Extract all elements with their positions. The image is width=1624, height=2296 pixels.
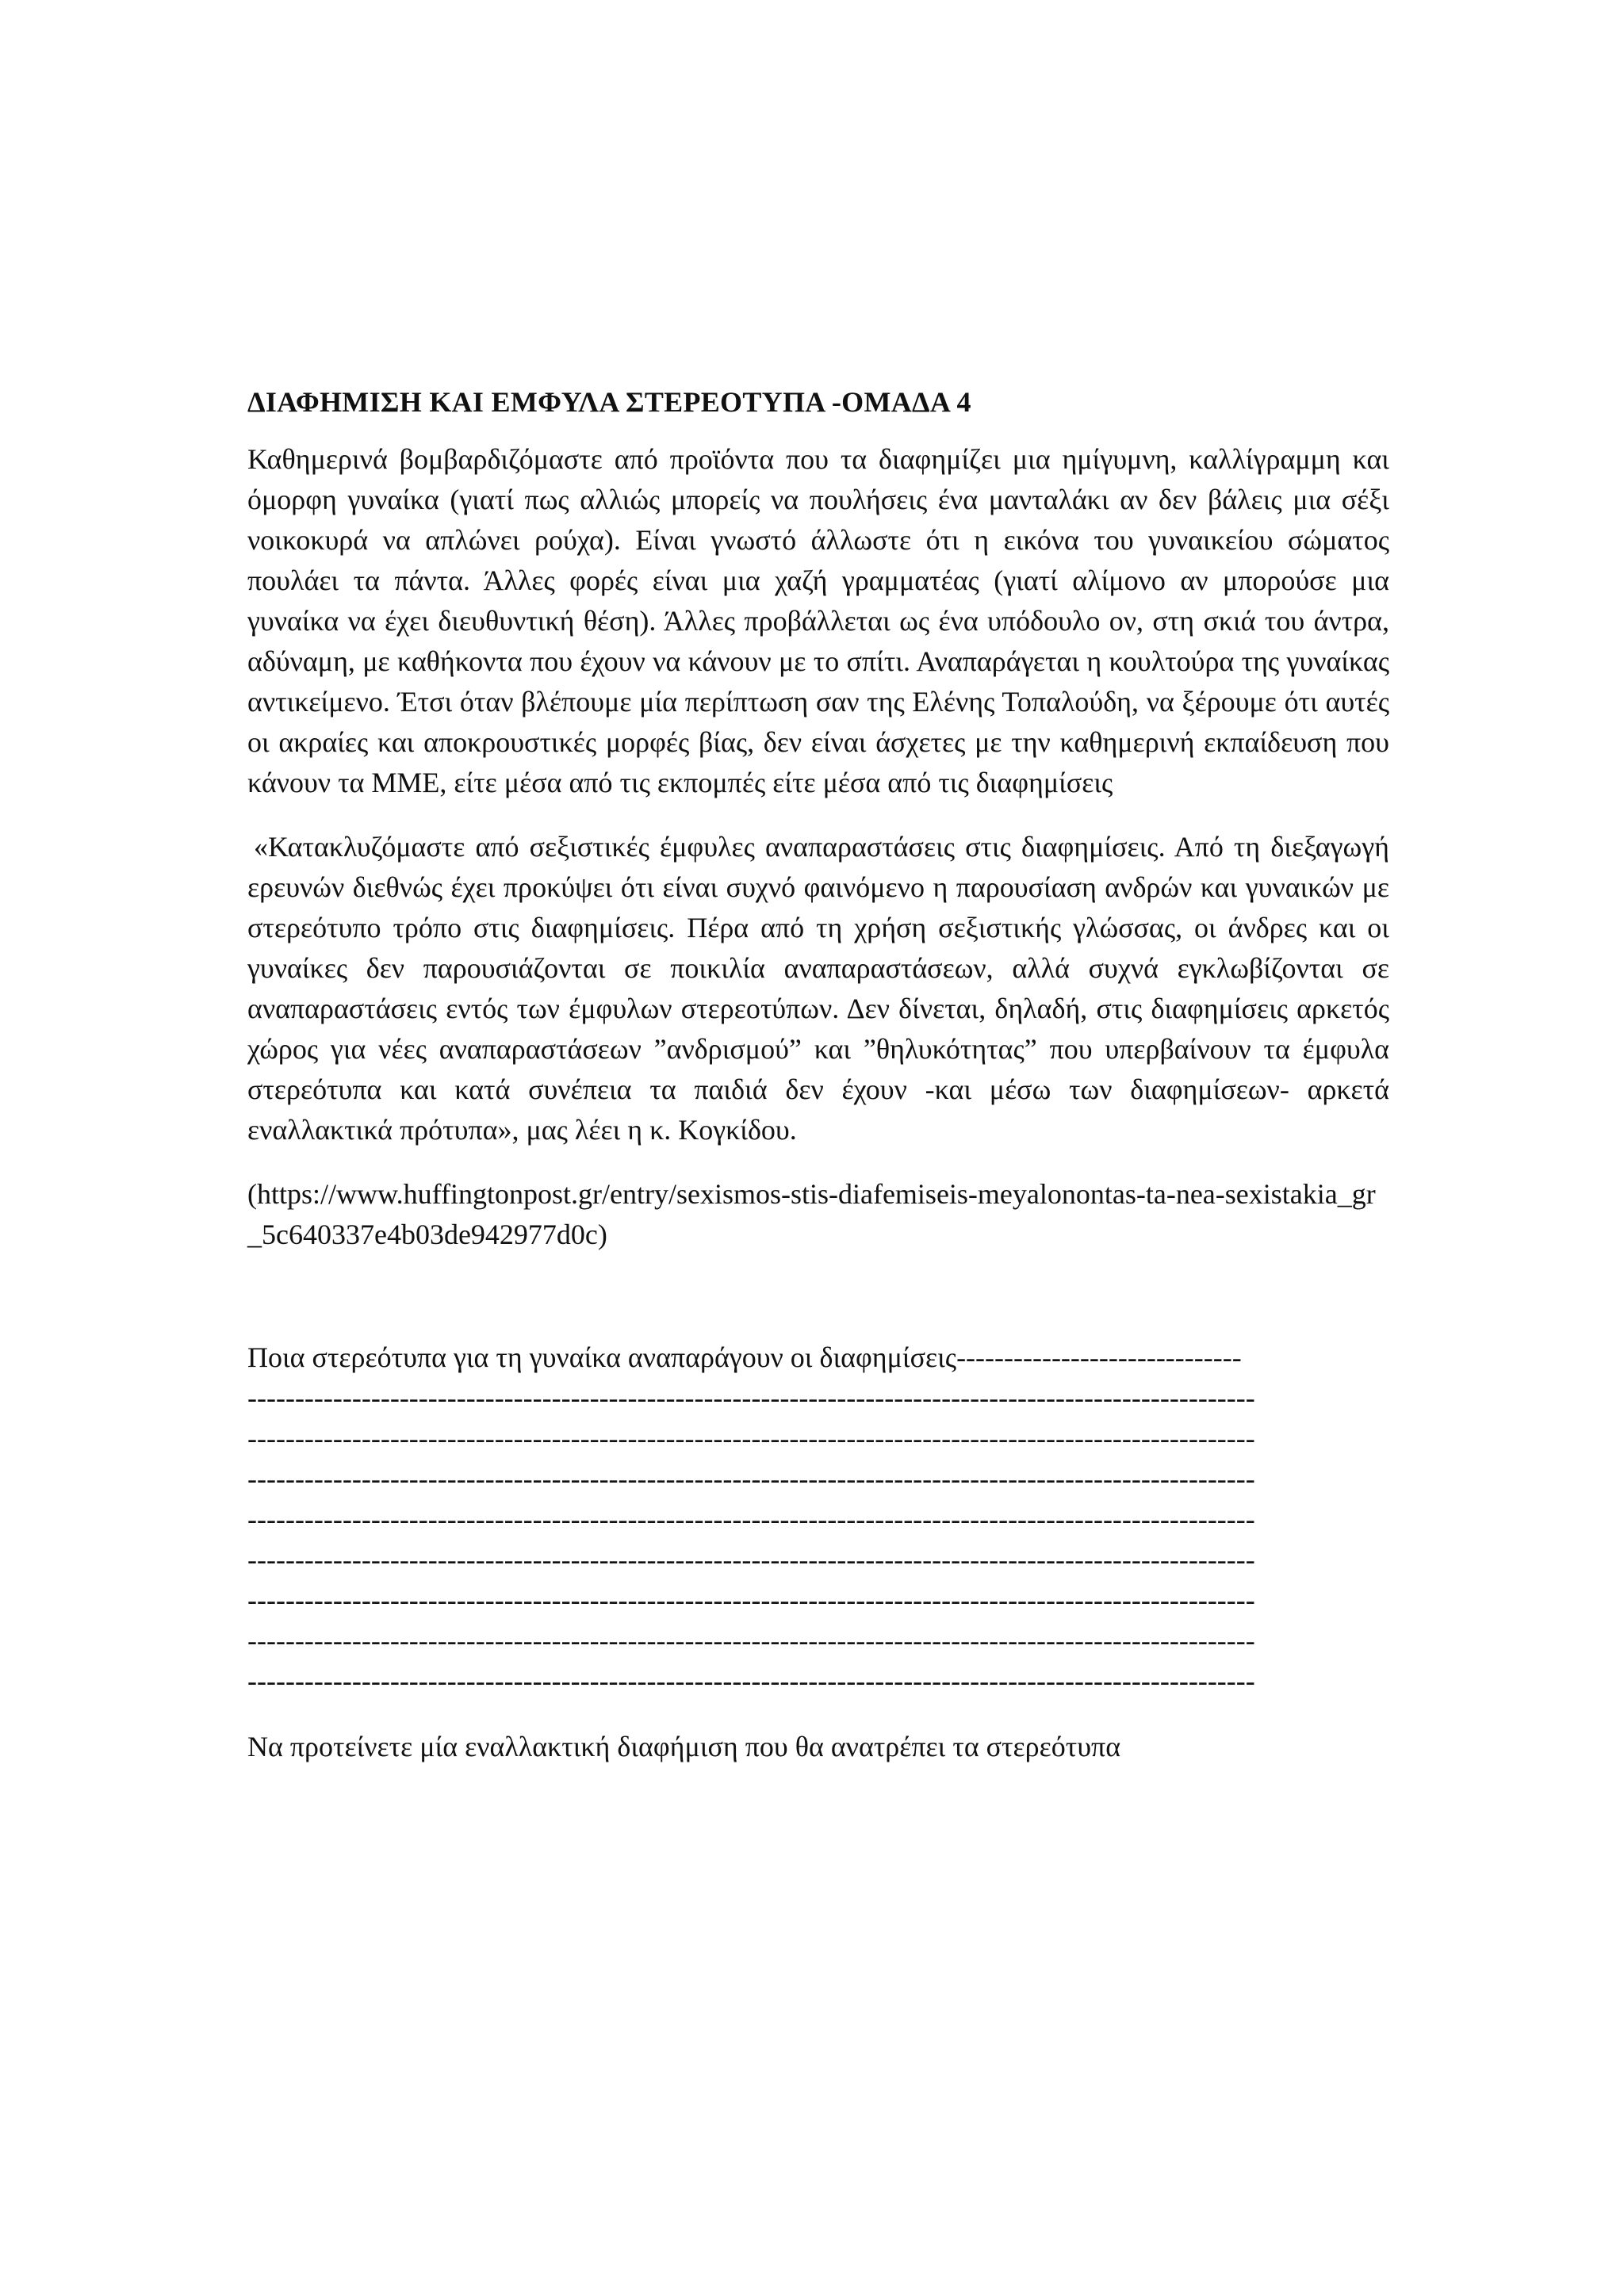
answer-line: ---------------------------------------------------------------------------------------------------------- [247, 1624, 1255, 1656]
answer-lines [247, 1378, 1389, 1701]
answer-line: ---------------------------------------------------------------------------------------------------------- [247, 1544, 1255, 1575]
answer-line: ---------------------------------------------------------------------------------------------------------- [247, 1382, 1255, 1414]
answer-line: ---------------------------------------------------------------------------------------------------------- [247, 1584, 1255, 1616]
quote-paragraph: «Κατακλυζόμαστε από σεξιστικές έμφυλες αναπαραστάσεις στις διαφημίσεις. Από τη διεξαγωγή ερευνών διεθνώς έχει προκύψει ότι είναι συχνό φαινόμενο η παρουσίαση ανδρών και γυναικών με στερεότυπο τρόπο στις διαφημίσεις. Πέρα από τη χρήση σεξιστικής γλώσσας, οι άνδρες και οι γυναίκες δεν παρουσιάζονται σε ποικιλία αναπαραστάσεων, αλλά συχνά εγκλωβίζονται σε αναπαραστάσεις εντός των έμφυλων στερεοτύπων. Δεν δίνεται, δηλαδή, στις διαφημίσεις αρκετός χώρος για νέες αναπαραστάσεων ”ανδρισμού” και ”θηλυκότητας” που υπερβαίνουν τα έμφυλα στερεότυπα και κατά συνέπεια τα παιδιά δεν έχουν -και μέσω των διαφημίσεων- αρκετά εναλλακτικά πρότυπα», μας λέει η κ. Κογκίδου. [247, 831, 1389, 1146]
intro-paragraph: Καθημερινά βομβαρδιζόμαστε από προϊόντα που τα διαφημίζει μια ημίγυμνη, καλλίγραμμη και όμορφη γυναίκα (γιατί πως αλλιώς μπορείς να πουλήσεις ένα μανταλάκι αν δεν βάλεις μια σέξι νοικοκυρά να απλώνει ρούχα). Είναι γνωστό άλλωστε ότι η εικόνα του γυναικείου σώματος πουλάει τα πάντα. Άλλες φορές είναι μια χαζή γραμματέας (γιατί αλίμονο αν μπορούσε μια γυναίκα να έχει διευθυντική θέση). Άλλες προβάλλεται ως ένα υπόδουλο ον, στη σκιά του άντρα, αδύναμη, με καθήκοντα που έχουν να κάνουν με το σπίτι. Αναπαράγεται η κουλτούρα της γυναίκας αντικείμενο. Έτσι όταν βλέπουμε μία περίπτωση σαν της Ελένης Τοπαλούδη, να ξέρουμε ότι αυτές οι ακραίες και αποκρουστικές μορφές βίας, δεν είναι άσχετες με την καθημερινή εκπαίδευση που κάνουν τα ΜΜΕ, είτε μέσα από τις εκπομπές είτε μέσα από τις διαφημίσεις [247, 443, 1389, 798]
source-url: (https://www.huffingtonpost.gr/entry/sexismos-stis-diafemiseis-meyalonontas-ta-nea-sexistakia_gr_5c640337e4b03de942977d0c) [247, 1178, 1376, 1250]
answer-line: ---------------------------------------------------------------------------------------------------------- [247, 1503, 1255, 1535]
answer-line: ---------------------------------------------------------------------------------------------------------- [247, 1665, 1255, 1697]
question-1-text: Ποια στερεότυπα για τη γυναίκα αναπαράγουν οι διαφημίσεις [247, 1341, 957, 1373]
question-1 [247, 1337, 1389, 1378]
question-1-dashes: ------------------------------ [956, 1341, 1242, 1373]
document-title: ΔΙΑΦΗΜΙΣΗ ΚΑΙ ΕΜΦΥΛΑ ΣΤΕΡΕΟΤΥΠΑ -ΟΜΑΔΑ 4 [247, 386, 971, 418]
document-body [247, 382, 1389, 1767]
answer-line: ---------------------------------------------------------------------------------------------------------- [247, 1463, 1255, 1494]
answer-line: ---------------------------------------------------------------------------------------------------------- [247, 1422, 1255, 1454]
question-2: Να προτείνετε μία εναλλακτική διαφήμιση που θα ανατρέπει τα στερεότυπα [247, 1731, 1121, 1762]
